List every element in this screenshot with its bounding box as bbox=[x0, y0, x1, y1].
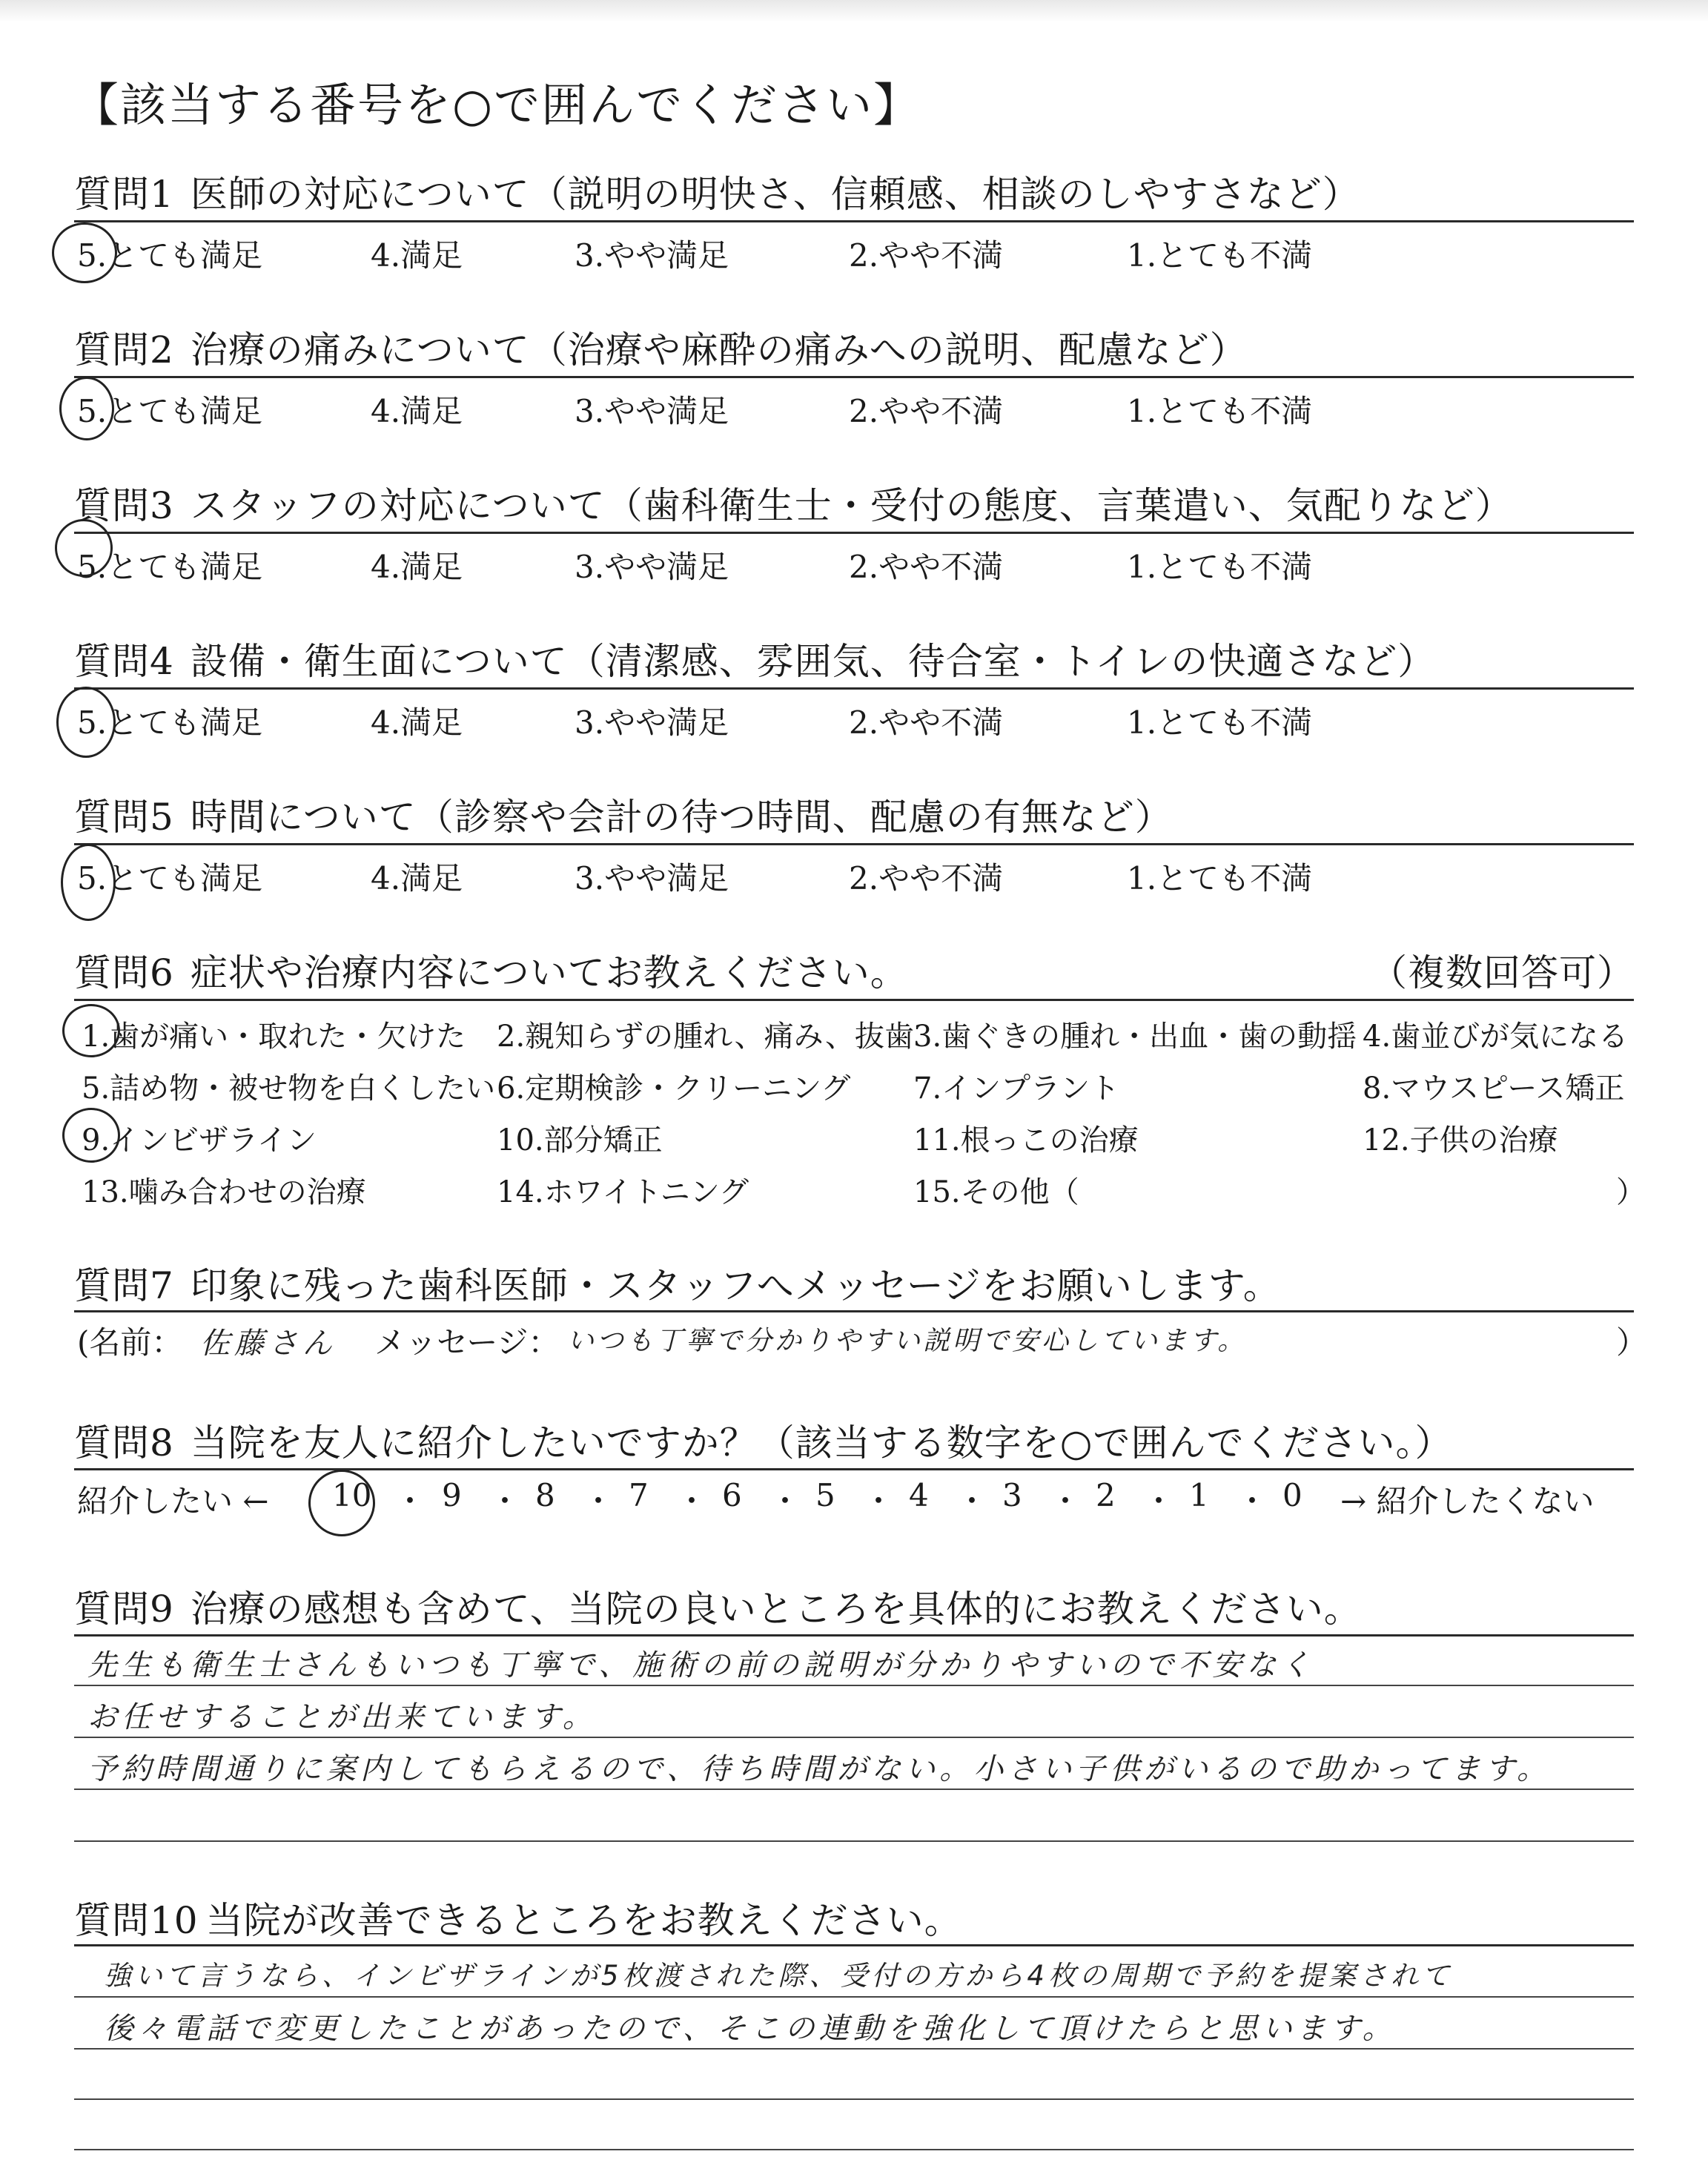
q2-option-1[interactable]: 1.とても不満 bbox=[1127, 393, 1313, 429]
scale-7[interactable]: 7 bbox=[629, 1477, 649, 1513]
question-text: 設備・衛生面について（清潔感、雰囲気、待合室・トイレの快適さなど） bbox=[190, 640, 1436, 683]
q1-option-4[interactable]: 4.満足 bbox=[371, 237, 463, 274]
q6-option-15[interactable]: 15.その他（ bbox=[913, 1175, 1079, 1209]
scale-0[interactable]: 0 bbox=[1282, 1477, 1302, 1513]
q2-option-2[interactable]: 2.やや不満 bbox=[849, 393, 1004, 429]
q5-option-5[interactable]: 5.とても満足 bbox=[77, 860, 263, 896]
scale-9[interactable]: 9 bbox=[442, 1477, 462, 1513]
scale-10[interactable]: 10 bbox=[332, 1477, 372, 1513]
question-rule bbox=[74, 220, 1634, 222]
q6-option-3[interactable]: 3.歯ぐきの腫れ・出血・歯の動揺 bbox=[913, 1020, 1357, 1054]
scale-dot: ・ bbox=[583, 1483, 615, 1519]
question-text: スタッフの対応について（歯科衛生士・受付の態度、言葉遣い、気配りなど） bbox=[190, 484, 1513, 527]
hand-drawn-selection-circle bbox=[62, 1004, 120, 1057]
hand-drawn-selection-circle bbox=[62, 1108, 120, 1163]
scale-dot: ・ bbox=[956, 1483, 988, 1519]
answer-rule bbox=[74, 2048, 1634, 2050]
question-number: 質問9 bbox=[74, 1588, 174, 1631]
answer-rule bbox=[74, 1737, 1634, 1738]
answer-rule bbox=[74, 1840, 1634, 1842]
q2-option-3[interactable]: 3.やや満足 bbox=[575, 393, 729, 429]
q4-option-2[interactable]: 2.やや不満 bbox=[849, 704, 1004, 741]
q4-option-4[interactable]: 4.満足 bbox=[371, 704, 463, 741]
question-6 bbox=[74, 943, 908, 997]
question-rule bbox=[74, 843, 1634, 845]
question-number: 質問2 bbox=[74, 328, 174, 371]
question-number: 質問6 bbox=[74, 951, 174, 994]
question-rule bbox=[74, 1310, 1634, 1312]
question-rule bbox=[74, 999, 1634, 1001]
question-text: 時間について（診察や会計の待つ時間、配慮の有無など） bbox=[190, 796, 1173, 839]
question-8 bbox=[74, 1413, 1452, 1467]
hand-drawn-selection-circle bbox=[308, 1470, 375, 1536]
q6-option-10[interactable]: 10.部分矯正 bbox=[497, 1123, 663, 1157]
answer-rule bbox=[74, 2149, 1634, 2150]
q1-option-2[interactable]: 2.やや不満 bbox=[849, 237, 1004, 274]
scale-left-label: 紹介したい ← bbox=[77, 1483, 269, 1519]
question-number: 質問7 bbox=[74, 1264, 174, 1307]
question-text: 症状や治療内容についてお教えください。 bbox=[190, 951, 908, 994]
question-text: 印象に残った歯科医師・スタッフへメッセージをお願いします。 bbox=[190, 1264, 1281, 1307]
scale-dot: ・ bbox=[769, 1483, 801, 1519]
scale-dot: ・ bbox=[1237, 1483, 1268, 1519]
q6-option-8[interactable]: 8.マウスピース矯正 bbox=[1363, 1071, 1625, 1106]
q5-option-1[interactable]: 1.とても不満 bbox=[1127, 860, 1313, 896]
q1-option-5[interactable]: 5.とても満足 bbox=[77, 237, 263, 274]
question-number: 質問5 bbox=[74, 796, 174, 839]
question-4 bbox=[74, 632, 1435, 685]
name-label: (名前： bbox=[77, 1324, 183, 1361]
q2-option-5[interactable]: 5.とても満足 bbox=[77, 393, 263, 429]
handwritten-name[interactable]: 佐藤さん bbox=[200, 1327, 337, 1361]
question-rule bbox=[74, 532, 1634, 534]
question-text: 治療の感想も含めて、当院の良いところを具体的にお教えください。 bbox=[190, 1588, 1362, 1631]
question-10 bbox=[74, 1891, 962, 1944]
hand-drawn-selection-circle bbox=[56, 687, 116, 758]
q1-option-1[interactable]: 1.とても不満 bbox=[1127, 237, 1313, 274]
q6-option-13[interactable]: 13.噛み合わせの治療 bbox=[82, 1175, 366, 1209]
question-text: 当院を友人に紹介したいですか？（該当する数字を○で囲んでください。） bbox=[190, 1421, 1453, 1464]
question-rule bbox=[74, 1634, 1634, 1636]
scan-edge bbox=[0, 0, 1708, 22]
message-close-paren: ） bbox=[1616, 1324, 1648, 1361]
q6-option-2[interactable]: 2.親知らずの腫れ、痛み、抜歯 bbox=[497, 1020, 914, 1054]
page-title: 【該当する番号を○で囲んでください】 bbox=[73, 78, 921, 132]
question-9 bbox=[74, 1579, 1362, 1633]
question-text: 当院が改善できるところをお教えください。 bbox=[205, 1899, 962, 1942]
question-number: 質問3 bbox=[74, 484, 174, 527]
q4-option-5[interactable]: 5.とても満足 bbox=[77, 704, 263, 741]
scale-4[interactable]: 4 bbox=[909, 1477, 929, 1513]
q1-option-3[interactable]: 3.やや満足 bbox=[575, 237, 729, 274]
q6-option-11[interactable]: 11.根っこの治療 bbox=[913, 1123, 1139, 1157]
q5-option-3[interactable]: 3.やや満足 bbox=[575, 860, 729, 896]
scale-dot: ・ bbox=[676, 1483, 708, 1519]
question-2 bbox=[74, 320, 1248, 374]
question-number: 質問4 bbox=[74, 640, 174, 683]
q4-option-3[interactable]: 3.やや満足 bbox=[575, 704, 729, 741]
q3-option-5[interactable]: 5.とても満足 bbox=[77, 549, 263, 585]
scale-1[interactable]: 1 bbox=[1189, 1477, 1209, 1513]
question-text: 治療の痛みについて（治療や麻酔の痛みへの説明、配慮など） bbox=[190, 328, 1248, 371]
q6-option-5[interactable]: 5.詰め物・被せ物を白くしたい bbox=[82, 1071, 496, 1106]
answer-rule bbox=[74, 1789, 1634, 1790]
q3-option-1[interactable]: 1.とても不満 bbox=[1127, 549, 1313, 585]
answer-rule bbox=[74, 1685, 1634, 1686]
q6-other-close-paren: ） bbox=[1616, 1175, 1646, 1209]
q2-option-4[interactable]: 4.満足 bbox=[371, 393, 463, 429]
q6-option-6[interactable]: 6.定期検診・クリーニング bbox=[497, 1071, 851, 1106]
question-rule bbox=[74, 1944, 1634, 1946]
scale-right-label: → 紹介したくない bbox=[1340, 1483, 1595, 1519]
scale-8[interactable]: 8 bbox=[535, 1477, 555, 1513]
hand-drawn-selection-circle bbox=[59, 377, 114, 440]
handwritten-answer-line[interactable]: お任せすることが出来ています。 bbox=[87, 1700, 597, 1734]
question-number: 質問10 bbox=[74, 1899, 199, 1942]
q6-option-9[interactable]: 9.インビザライン bbox=[82, 1123, 317, 1157]
scale-2[interactable]: 2 bbox=[1096, 1477, 1116, 1513]
answer-rule bbox=[74, 1996, 1634, 1998]
q6-option-14[interactable]: 14.ホワイトニング bbox=[497, 1175, 749, 1209]
hand-drawn-selection-circle bbox=[52, 222, 117, 283]
handwritten-message[interactable]: いつも丁寧で分かりやすい説明で安心しています。 bbox=[567, 1326, 1248, 1356]
q5-option-4[interactable]: 4.満足 bbox=[371, 860, 463, 896]
question-rule bbox=[74, 376, 1634, 378]
question-3 bbox=[74, 476, 1513, 529]
q3-option-3[interactable]: 3.やや満足 bbox=[575, 549, 729, 585]
question-rule bbox=[74, 687, 1634, 690]
answer-rule bbox=[74, 2098, 1634, 2100]
scale-dot: ・ bbox=[863, 1483, 895, 1519]
q3-option-4[interactable]: 4.満足 bbox=[371, 549, 463, 585]
q5-option-2[interactable]: 2.やや不満 bbox=[849, 860, 1004, 896]
scale-6[interactable]: 6 bbox=[722, 1477, 742, 1513]
handwritten-answer-line[interactable]: 後々電話で変更したことがあったので、そこの連動を強化して頂けたらと思います。 bbox=[104, 2012, 1397, 2046]
hand-drawn-selection-circle bbox=[61, 844, 116, 921]
q6-option-7[interactable]: 7.インプラント bbox=[913, 1071, 1120, 1106]
multiple-answers-note: （複数回答可） bbox=[1370, 951, 1635, 994]
question-number: 質問8 bbox=[74, 1421, 174, 1464]
question-5 bbox=[74, 787, 1173, 841]
scale-dot: ・ bbox=[1143, 1483, 1175, 1519]
hand-drawn-selection-circle bbox=[55, 519, 113, 577]
handwritten-answer-line[interactable]: 予約時間通りに案内してもらえるので、待ち時間がない。小さい子供がいるので助かってます。 bbox=[87, 1752, 1551, 1786]
handwritten-answer-line[interactable]: 先生も衛生士さんもいつも丁寧で、施術の前の説明が分かりやすいので不安なく bbox=[87, 1648, 1315, 1682]
scale-3[interactable]: 3 bbox=[1002, 1477, 1022, 1513]
scale-dot: ・ bbox=[394, 1483, 426, 1519]
q6-option-12[interactable]: 12.子供の治療 bbox=[1363, 1123, 1558, 1157]
handwritten-answer-line[interactable]: 強いて言うなら、インビザラインが5枚渡された際、受付の方から4枚の周期で予約を提案されて bbox=[104, 1960, 1453, 1992]
scale-dot: ・ bbox=[1050, 1483, 1082, 1519]
scale-5[interactable]: 5 bbox=[815, 1477, 835, 1513]
message-label: メッセージ： bbox=[374, 1324, 560, 1361]
question-7 bbox=[74, 1256, 1281, 1309]
question-rule bbox=[74, 1468, 1634, 1470]
q3-option-2[interactable]: 2.やや不満 bbox=[849, 549, 1004, 585]
q4-option-1[interactable]: 1.とても不満 bbox=[1127, 704, 1313, 741]
scale-dot: ・ bbox=[489, 1483, 521, 1519]
question-1 bbox=[74, 165, 1360, 218]
q6-option-1[interactable]: 1.歯が痛い・取れた・欠けた bbox=[82, 1020, 466, 1054]
question-number: 質問1 bbox=[74, 173, 174, 216]
q6-option-4[interactable]: 4.歯並びが気になる bbox=[1363, 1020, 1629, 1054]
question-text: 医師の対応について（説明の明快さ、信頼感、相談のしやすさなど） bbox=[190, 173, 1360, 216]
